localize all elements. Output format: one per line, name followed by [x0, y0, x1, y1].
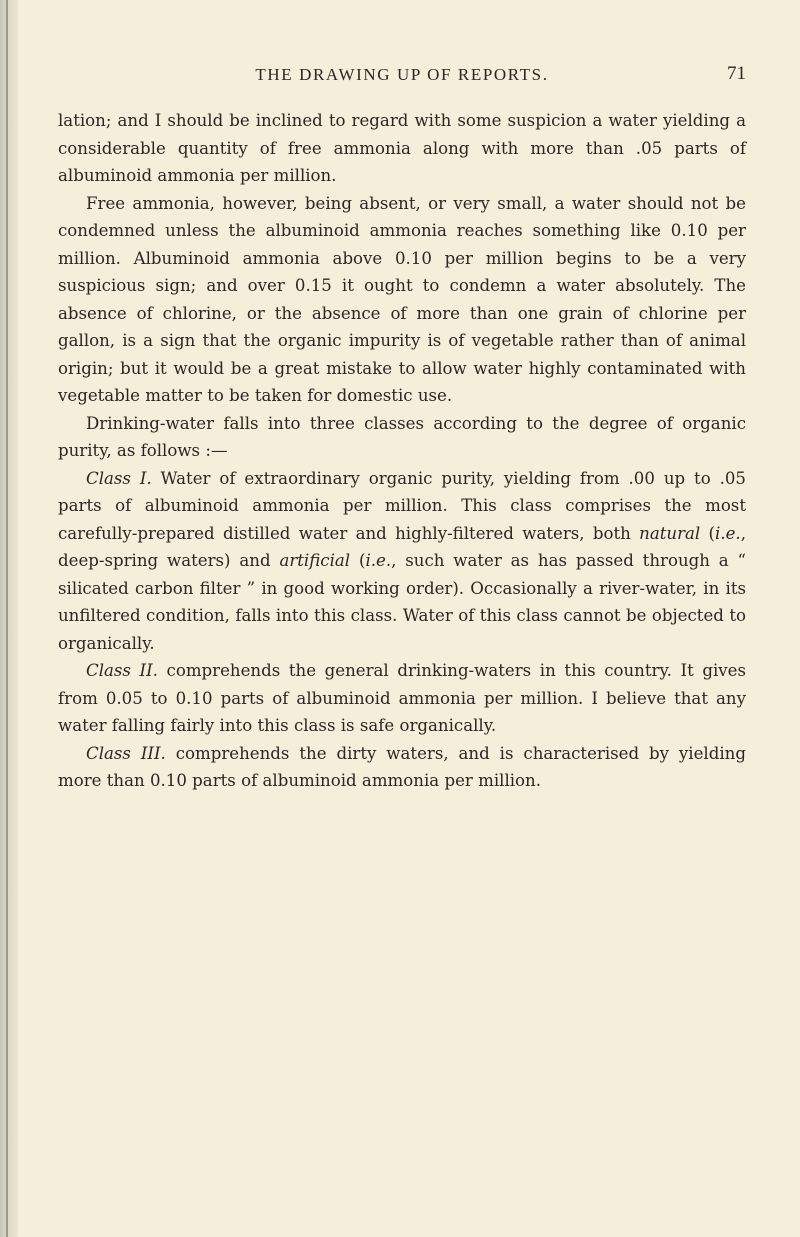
- paragraph-text: (: [350, 551, 366, 570]
- paragraph-classes-intro: [58, 410, 746, 465]
- italic-term: i.e.: [365, 551, 392, 570]
- paragraph-class-three: [58, 740, 746, 795]
- class-label: Class I.: [86, 468, 152, 488]
- paragraph-text: Free ammonia, however, being absent, or very small, a water should not be condemned unless the albuminoid ammonia reaches something like 0.10 per million. Albuminoid ammonia above 0.10 per million begins to be a very suspicious sign; and over 0.15 it ought to condemn a water absolutely. The absence of chlorine, or the absence of more than one grain of chlorine per gallon, is a sign that the organic impurity is of vegetable rather than of animal origin; but it would be a great mistake to allow water highly contaminated with vegetable matter to be taken for domestic use.: [58, 193, 746, 405]
- body-text: [58, 107, 746, 795]
- paragraph-free-ammonia: [58, 190, 746, 410]
- gutter-line: [6, 0, 8, 1237]
- paragraph-text: , such water as has passed through a “ silicated carbon filter ” in good working order). Occasionally a river-water, in its unfiltered condition, falls into this class. Water of this class cannot be objected to organically.: [58, 551, 747, 653]
- book-page: [58, 62, 746, 795]
- running-title: THE DRAWING UP OF REPORTS.: [255, 65, 549, 84]
- paragraph-text: (: [700, 523, 716, 543]
- paragraph-text: comprehends the dirty waters, and is characterised by yielding more than 0.10 parts of albuminoid ammonia per million.: [58, 743, 746, 790]
- paragraph-text: lation; and I should be inclined to regard with some suspicion a water yielding a considerable quantity of free ammonia along with more than .05 parts of albuminoid ammonia per million.: [58, 111, 746, 185]
- running-head: [58, 62, 746, 90]
- italic-term: natural: [639, 523, 701, 543]
- book-gutter: [0, 0, 18, 1237]
- paragraph-text: Water of extraordinary organic purity, yielding from .00 up to .05 parts of albuminoid ammonia per million. This class comprises the most carefully-prepared distilled water and highly-filtered waters, both: [58, 468, 746, 543]
- paragraph-class-one: [58, 465, 746, 658]
- paragraph-continuation: [58, 107, 746, 190]
- italic-term: i.e.: [715, 523, 741, 543]
- paragraph-text: comprehends the general drinking-waters in this country. It gives from 0.05 to 0.10 parts of albuminoid ammonia per million. I believe that any water falling fairly into this class is safe organically.: [58, 661, 746, 735]
- class-label: Class III.: [86, 743, 166, 763]
- italic-term: artificial: [279, 551, 351, 570]
- paragraph-text: Drinking-water falls into three classes according to the degree of organic purity, as follows :—: [58, 413, 746, 460]
- page-number: 71: [727, 63, 746, 84]
- paragraph-class-two: [58, 657, 746, 740]
- paragraph-text: , deep-spring waters) and: [58, 523, 746, 570]
- class-label: Class II.: [86, 661, 158, 680]
